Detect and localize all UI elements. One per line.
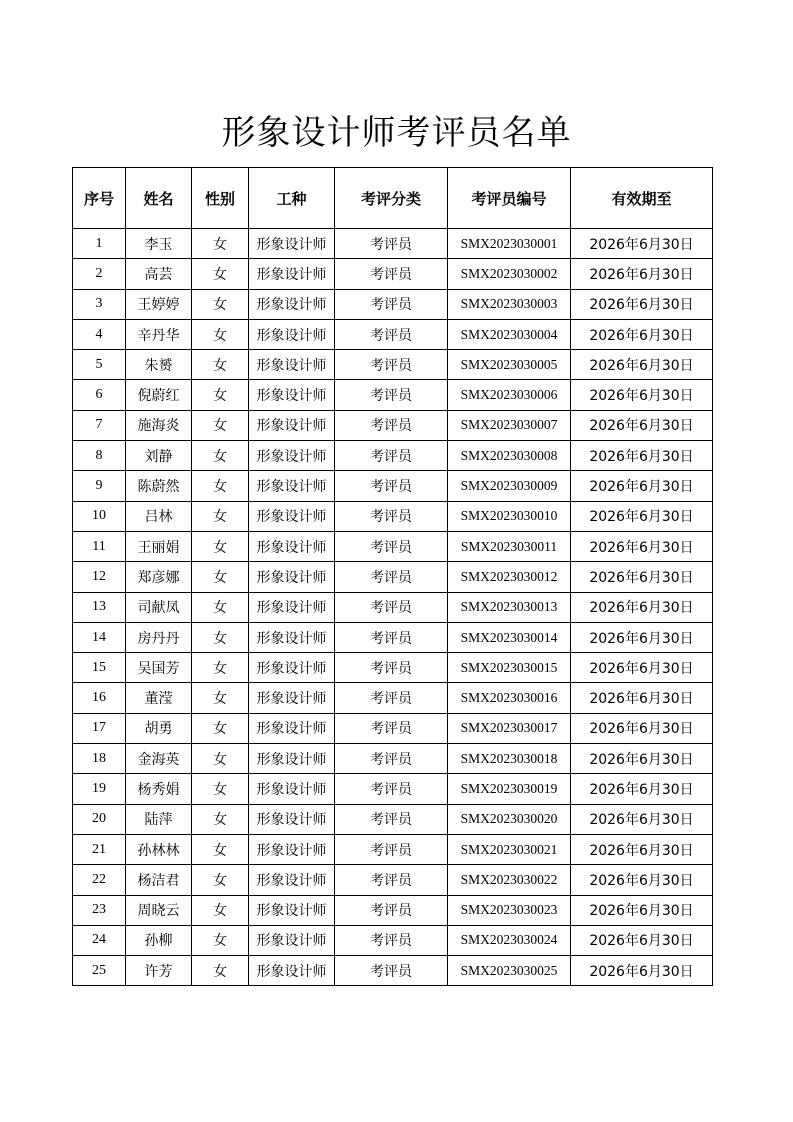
cell-name: 陆萍 [126, 804, 192, 834]
cell-category: 考评员 [335, 622, 448, 652]
cell-occupation: 形象设计师 [249, 865, 335, 895]
cell-name: 辛丹华 [126, 319, 192, 349]
cell-examiner-id: SMX2023030023 [448, 895, 571, 925]
header-examiner-id: 考评员编号 [448, 168, 571, 229]
table-row [73, 683, 713, 713]
cell-index: 22 [73, 865, 126, 895]
cell-valid-until: 2026年6月30日 [571, 895, 713, 925]
cell-valid-until: 2026年6月30日 [571, 653, 713, 683]
cell-index: 1 [73, 229, 126, 259]
cell-name: 董滢 [126, 683, 192, 713]
cell-index: 3 [73, 289, 126, 319]
cell-category: 考评员 [335, 471, 448, 501]
cell-examiner-id: SMX2023030025 [448, 956, 571, 986]
cell-gender: 女 [192, 804, 249, 834]
table-row [73, 259, 713, 289]
header-name: 姓名 [126, 168, 192, 229]
cell-valid-until: 2026年6月30日 [571, 441, 713, 471]
cell-name: 周晓云 [126, 895, 192, 925]
table-row [73, 531, 713, 561]
cell-category: 考评员 [335, 562, 448, 592]
cell-valid-until: 2026年6月30日 [571, 774, 713, 804]
cell-valid-until: 2026年6月30日 [571, 410, 713, 440]
table-row [73, 865, 713, 895]
examiner-roster-table [72, 167, 713, 986]
cell-name: 杨洁君 [126, 865, 192, 895]
cell-index: 18 [73, 744, 126, 774]
cell-gender: 女 [192, 622, 249, 652]
table-row [73, 834, 713, 864]
cell-index: 20 [73, 804, 126, 834]
cell-examiner-id: SMX2023030009 [448, 471, 571, 501]
table-row [73, 592, 713, 622]
cell-category: 考评员 [335, 592, 448, 622]
cell-valid-until: 2026年6月30日 [571, 350, 713, 380]
cell-category: 考评员 [335, 925, 448, 955]
cell-name: 朱赟 [126, 350, 192, 380]
cell-gender: 女 [192, 350, 249, 380]
cell-examiner-id: SMX2023030003 [448, 289, 571, 319]
cell-valid-until: 2026年6月30日 [571, 865, 713, 895]
cell-valid-until: 2026年6月30日 [571, 319, 713, 349]
cell-category: 考评员 [335, 834, 448, 864]
cell-occupation: 形象设计师 [249, 774, 335, 804]
cell-index: 24 [73, 925, 126, 955]
cell-gender: 女 [192, 713, 249, 743]
cell-examiner-id: SMX2023030017 [448, 713, 571, 743]
cell-examiner-id: SMX2023030006 [448, 380, 571, 410]
cell-occupation: 形象设计师 [249, 592, 335, 622]
cell-examiner-id: SMX2023030011 [448, 531, 571, 561]
cell-index: 11 [73, 531, 126, 561]
cell-occupation: 形象设计师 [249, 653, 335, 683]
cell-name: 刘静 [126, 441, 192, 471]
cell-gender: 女 [192, 834, 249, 864]
cell-index: 5 [73, 350, 126, 380]
cell-category: 考评员 [335, 804, 448, 834]
cell-index: 21 [73, 834, 126, 864]
cell-category: 考评员 [335, 895, 448, 925]
table-body [73, 229, 713, 986]
cell-occupation: 形象设计师 [249, 471, 335, 501]
cell-occupation: 形象设计师 [249, 744, 335, 774]
cell-examiner-id: SMX2023030004 [448, 319, 571, 349]
cell-index: 16 [73, 683, 126, 713]
cell-gender: 女 [192, 744, 249, 774]
header-row [73, 168, 713, 229]
cell-category: 考评员 [335, 713, 448, 743]
cell-valid-until: 2026年6月30日 [571, 531, 713, 561]
cell-examiner-id: SMX2023030007 [448, 410, 571, 440]
cell-valid-until: 2026年6月30日 [571, 683, 713, 713]
cell-occupation: 形象设计师 [249, 441, 335, 471]
table-row [73, 380, 713, 410]
cell-name: 金海英 [126, 744, 192, 774]
cell-name: 孙林林 [126, 834, 192, 864]
cell-occupation: 形象设计师 [249, 895, 335, 925]
cell-gender: 女 [192, 289, 249, 319]
cell-gender: 女 [192, 683, 249, 713]
cell-occupation: 形象设计师 [249, 531, 335, 561]
cell-examiner-id: SMX2023030001 [448, 229, 571, 259]
cell-valid-until: 2026年6月30日 [571, 713, 713, 743]
cell-examiner-id: SMX2023030014 [448, 622, 571, 652]
cell-valid-until: 2026年6月30日 [571, 289, 713, 319]
header-occupation: 工种 [249, 168, 335, 229]
cell-category: 考评员 [335, 350, 448, 380]
cell-examiner-id: SMX2023030024 [448, 925, 571, 955]
cell-index: 7 [73, 410, 126, 440]
table-row [73, 622, 713, 652]
table-row [73, 744, 713, 774]
cell-occupation: 形象设计师 [249, 562, 335, 592]
header-index: 序号 [73, 168, 126, 229]
cell-examiner-id: SMX2023030016 [448, 683, 571, 713]
cell-occupation: 形象设计师 [249, 259, 335, 289]
cell-index: 25 [73, 956, 126, 986]
cell-index: 10 [73, 501, 126, 531]
cell-examiner-id: SMX2023030012 [448, 562, 571, 592]
cell-gender: 女 [192, 925, 249, 955]
cell-occupation: 形象设计师 [249, 683, 335, 713]
table-row [73, 804, 713, 834]
cell-name: 郑彦娜 [126, 562, 192, 592]
cell-occupation: 形象设计师 [249, 350, 335, 380]
cell-category: 考评员 [335, 744, 448, 774]
cell-occupation: 形象设计师 [249, 410, 335, 440]
cell-gender: 女 [192, 531, 249, 561]
cell-category: 考评员 [335, 774, 448, 804]
cell-valid-until: 2026年6月30日 [571, 956, 713, 986]
cell-name: 高芸 [126, 259, 192, 289]
cell-index: 17 [73, 713, 126, 743]
cell-occupation: 形象设计师 [249, 925, 335, 955]
cell-name: 吕林 [126, 501, 192, 531]
cell-occupation: 形象设计师 [249, 804, 335, 834]
cell-category: 考评员 [335, 289, 448, 319]
cell-name: 司献凤 [126, 592, 192, 622]
cell-category: 考评员 [335, 319, 448, 349]
cell-valid-until: 2026年6月30日 [571, 229, 713, 259]
table-row [73, 229, 713, 259]
table-row [73, 653, 713, 683]
cell-gender: 女 [192, 956, 249, 986]
cell-occupation: 形象设计师 [249, 229, 335, 259]
cell-examiner-id: SMX2023030018 [448, 744, 571, 774]
cell-gender: 女 [192, 380, 249, 410]
cell-category: 考评员 [335, 683, 448, 713]
cell-examiner-id: SMX2023030002 [448, 259, 571, 289]
cell-name: 房丹丹 [126, 622, 192, 652]
cell-index: 2 [73, 259, 126, 289]
header-gender: 性别 [192, 168, 249, 229]
cell-name: 倪蔚红 [126, 380, 192, 410]
cell-category: 考评员 [335, 380, 448, 410]
table-row [73, 319, 713, 349]
cell-index: 4 [73, 319, 126, 349]
cell-occupation: 形象设计师 [249, 834, 335, 864]
table-row [73, 956, 713, 986]
cell-category: 考评员 [335, 531, 448, 561]
cell-gender: 女 [192, 865, 249, 895]
cell-occupation: 形象设计师 [249, 380, 335, 410]
cell-index: 8 [73, 441, 126, 471]
cell-index: 13 [73, 592, 126, 622]
table-row [73, 501, 713, 531]
cell-name: 胡勇 [126, 713, 192, 743]
cell-name: 陈蔚然 [126, 471, 192, 501]
cell-examiner-id: SMX2023030019 [448, 774, 571, 804]
cell-name: 吴国芳 [126, 653, 192, 683]
cell-valid-until: 2026年6月30日 [571, 804, 713, 834]
cell-category: 考评员 [335, 865, 448, 895]
cell-category: 考评员 [335, 501, 448, 531]
cell-name: 施海炎 [126, 410, 192, 440]
cell-index: 19 [73, 774, 126, 804]
cell-gender: 女 [192, 319, 249, 349]
cell-examiner-id: SMX2023030015 [448, 653, 571, 683]
cell-examiner-id: SMX2023030022 [448, 865, 571, 895]
cell-valid-until: 2026年6月30日 [571, 592, 713, 622]
cell-name: 李玉 [126, 229, 192, 259]
cell-valid-until: 2026年6月30日 [571, 562, 713, 592]
cell-gender: 女 [192, 653, 249, 683]
cell-examiner-id: SMX2023030008 [448, 441, 571, 471]
cell-index: 12 [73, 562, 126, 592]
table-header [73, 168, 713, 229]
cell-index: 6 [73, 380, 126, 410]
cell-valid-until: 2026年6月30日 [571, 380, 713, 410]
table-row [73, 925, 713, 955]
table-row [73, 713, 713, 743]
cell-gender: 女 [192, 562, 249, 592]
cell-gender: 女 [192, 774, 249, 804]
cell-valid-until: 2026年6月30日 [571, 834, 713, 864]
cell-index: 23 [73, 895, 126, 925]
cell-category: 考评员 [335, 956, 448, 986]
header-valid-until: 有效期至 [571, 168, 713, 229]
cell-index: 9 [73, 471, 126, 501]
cell-gender: 女 [192, 471, 249, 501]
cell-name: 王丽娟 [126, 531, 192, 561]
page-title: 形象设计师考评员名单 [221, 113, 572, 153]
cell-category: 考评员 [335, 653, 448, 683]
cell-index: 14 [73, 622, 126, 652]
cell-gender: 女 [192, 441, 249, 471]
cell-category: 考评员 [335, 229, 448, 259]
table-row [73, 350, 713, 380]
cell-gender: 女 [192, 410, 249, 440]
table-row [73, 774, 713, 804]
cell-valid-until: 2026年6月30日 [571, 925, 713, 955]
cell-valid-until: 2026年6月30日 [571, 622, 713, 652]
cell-valid-until: 2026年6月30日 [571, 501, 713, 531]
table-row [73, 289, 713, 319]
cell-examiner-id: SMX2023030005 [448, 350, 571, 380]
table-row [73, 895, 713, 925]
cell-category: 考评员 [335, 259, 448, 289]
cell-occupation: 形象设计师 [249, 289, 335, 319]
cell-name: 许芳 [126, 956, 192, 986]
cell-gender: 女 [192, 592, 249, 622]
header-category: 考评分类 [335, 168, 448, 229]
cell-name: 杨秀娟 [126, 774, 192, 804]
cell-occupation: 形象设计师 [249, 956, 335, 986]
cell-category: 考评员 [335, 410, 448, 440]
cell-examiner-id: SMX2023030010 [448, 501, 571, 531]
cell-valid-until: 2026年6月30日 [571, 744, 713, 774]
cell-gender: 女 [192, 895, 249, 925]
table-row [73, 562, 713, 592]
table-row [73, 441, 713, 471]
table-row [73, 410, 713, 440]
cell-examiner-id: SMX2023030020 [448, 804, 571, 834]
cell-valid-until: 2026年6月30日 [571, 259, 713, 289]
cell-occupation: 形象设计师 [249, 622, 335, 652]
table-row [73, 471, 713, 501]
cell-examiner-id: SMX2023030021 [448, 834, 571, 864]
cell-valid-until: 2026年6月30日 [571, 471, 713, 501]
cell-gender: 女 [192, 229, 249, 259]
cell-examiner-id: SMX2023030013 [448, 592, 571, 622]
cell-category: 考评员 [335, 441, 448, 471]
cell-occupation: 形象设计师 [249, 713, 335, 743]
cell-name: 王婷婷 [126, 289, 192, 319]
cell-occupation: 形象设计师 [249, 319, 335, 349]
cell-occupation: 形象设计师 [249, 501, 335, 531]
cell-name: 孙柳 [126, 925, 192, 955]
cell-gender: 女 [192, 501, 249, 531]
cell-index: 15 [73, 653, 126, 683]
cell-gender: 女 [192, 259, 249, 289]
